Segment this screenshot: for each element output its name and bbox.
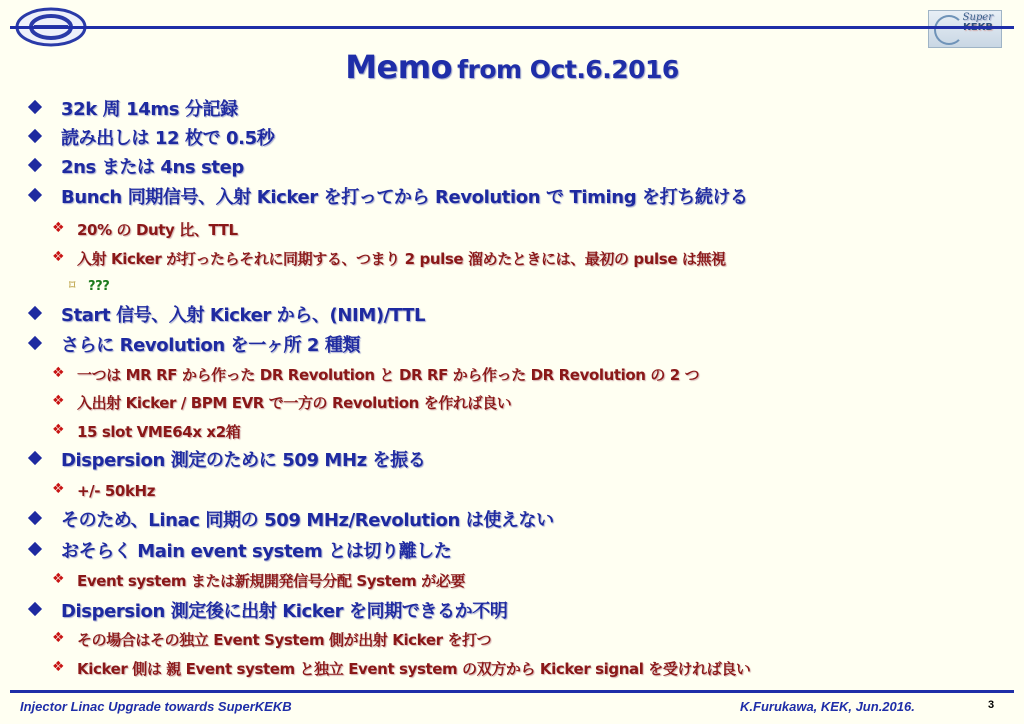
diamond-bullet-icon [28,100,42,114]
footer-divider [10,690,1014,693]
bullet-level-2 [0,625,491,654]
bullet-level-1 [0,504,554,533]
bullet-text: 20% の Duty 比、TTL [77,221,238,239]
diamond-bullet-icon [28,129,42,143]
bullet-level-1 [0,595,507,624]
bullet-level-2 [0,417,240,446]
four-star-bullet-icon: ❖ [52,365,65,381]
superkekb-logo: Super [928,10,1002,48]
diamond-bullet-icon [28,602,42,616]
bullet-level-1 [0,181,748,210]
diamond-bullet-icon [28,451,42,465]
diamond-bullet-icon [28,542,42,556]
bullet-level-1 [0,151,244,180]
bullet-text: その場合はその独立 Event System 側が出射 Kicker を打つ [77,631,492,649]
diamond-bullet-icon [28,158,42,172]
bullet-text: Bunch 同期信号、入射 Kicker を打ってから Revolution で Timing を打ち続ける [61,186,748,208]
four-star-bullet-icon: ❖ [52,659,65,675]
bullet-text: 入出射 Kicker / BPM EVR で一方の Revolution を作れば良い [77,394,512,412]
bullet-level-1 [0,535,451,564]
bullet-text: Dispersion 測定のために 509 MHz を振る [61,449,426,471]
diamond-bullet-icon [28,336,42,350]
bullet-level-2 [0,566,465,595]
bullet-text: 15 slot VME64x x2箱 [77,423,241,441]
title-sub: from Oct.6.2016 [457,55,679,84]
title-main: Memo [345,48,453,86]
bullet-level-3 [0,272,109,301]
bullet-text: ??? [88,279,110,294]
bullet-text: Dispersion 測定後に出射 Kicker を同期できるか不明 [61,600,508,622]
bullet-text: そのため、Linac 同期の 509 MHz/Revolution は使えない [61,509,554,531]
slide-title [0,48,1024,86]
four-star-bullet-icon: ❖ [52,481,65,497]
diamond-bullet-icon [28,188,42,202]
footer-title: Injector Linac Upgrade towards SuperKEKB [20,699,292,714]
diamond-bullet-icon [28,306,42,320]
bullet-level-2 [0,654,751,683]
bullet-text: Kicker 側は 親 Event system と独立 Event system の双方から Kicker signal を受ければ良い [77,660,751,678]
bullet-level-1 [0,93,238,122]
bullet-level-2 [0,388,511,417]
bullet-level-1 [0,444,425,473]
bullet-text: Event system または新規開発信号分配 System が必要 [77,572,466,590]
bullet-text: 32k 周 14ms 分記録 [61,98,238,120]
bullet-level-1 [0,122,274,151]
four-star-bullet-icon: ❖ [52,220,65,236]
bullet-level-2 [0,360,699,389]
bullet-text: +/- 50kHz [77,481,156,500]
bullet-text: 入射 Kicker が打ったらそれに同期する、つまり 2 pulse 溜めたときには、最初の pulse は無視 [77,250,726,268]
bullet-level-2 [0,215,238,244]
bullet-level-1 [0,329,360,358]
bullet-text: 一つは MR RF から作った DR Revolution と DR RF から作った DR Revolution の 2 つ [77,366,700,384]
bullet-text: Start 信号、入射 Kicker から、(NIM)/TTL [61,304,426,326]
four-star-bullet-icon: ❖ [52,422,65,438]
bullet-level-1 [0,299,425,328]
square-bullet-icon: ⌑ [69,278,76,292]
four-star-bullet-icon: ❖ [52,249,65,265]
bullet-text: さらに Revolution を一ヶ所 2 種類 [61,334,361,356]
four-star-bullet-icon: ❖ [52,571,65,587]
four-star-bullet-icon: ❖ [52,630,65,646]
bullet-level-2 [0,244,726,273]
footer-author: K.Furukawa, KEK, Jun.2016. [740,699,915,714]
swirl-icon [934,15,964,45]
bullet-text: 読み出しは 12 枚で 0.5秒 [61,127,275,149]
page-number: 3 [988,699,995,711]
four-star-bullet-icon: ❖ [52,393,65,409]
bullet-level-2 [0,476,155,505]
header-divider [10,26,1014,29]
bullet-text: 2ns または 4ns step [61,156,244,178]
bullet-text: おそらく Main event system とは切り離した [61,540,452,562]
diamond-bullet-icon [28,511,42,525]
